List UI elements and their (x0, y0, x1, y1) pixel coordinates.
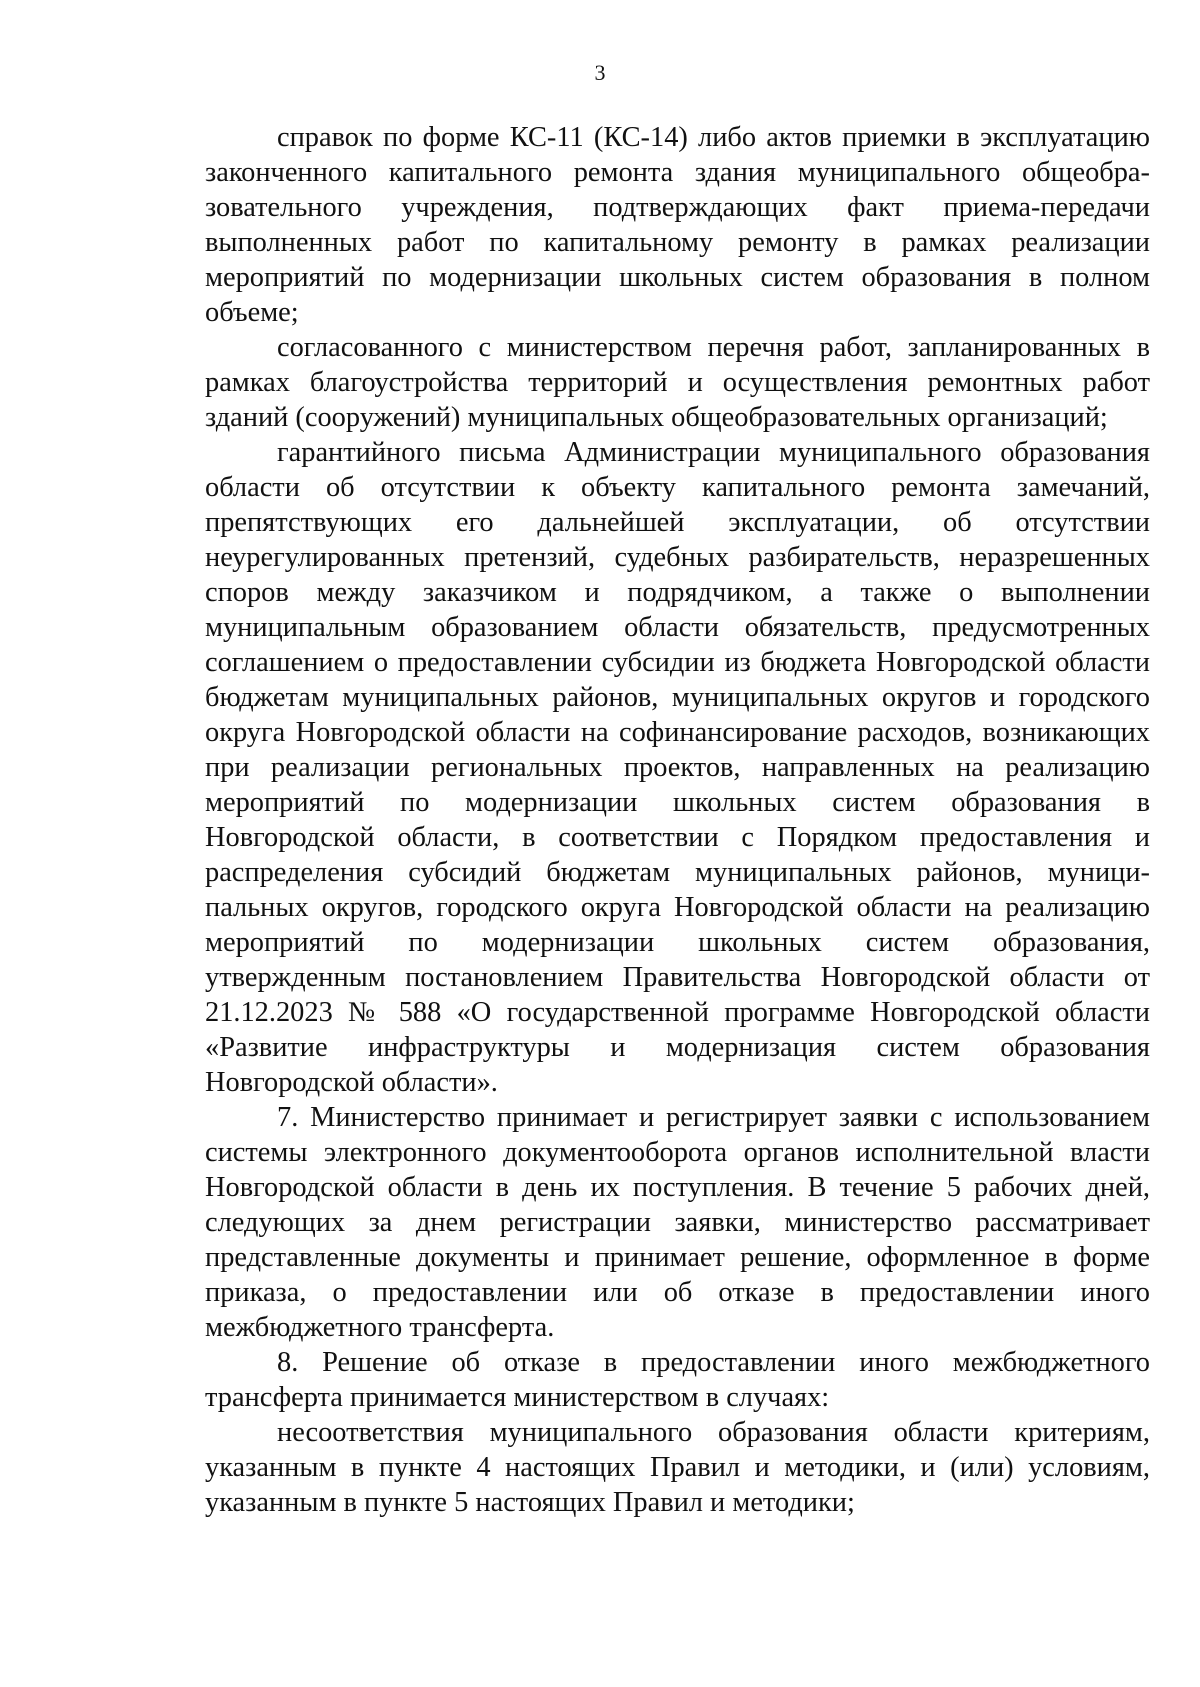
paragraph-certificates: справок по форме КС-11 (КС-14) либо актов приемки в эксплуатацию законченного капитального ремонта здания муниципального общеобразовательного учреждения, подтверждающих факт приема-передачи выполненных работ по капитальному ремонту в рамках реализации мероприятий по модернизации школьных систем образования в полном объеме; (205, 122, 1150, 328)
document-body (205, 120, 1150, 1520)
paragraph-guarantee-letter: гарантийного письма Администрации муниципального образования области об отсутствии к объекту капитального ремонта замечаний, препятствующих его дальнейшей эксплуатации, об отсутствии неурегулированных претензий, судебных разбирательств, неразрешенных споров между заказчиком и подрядчиком, а также о выполнении муниципальным образованием области обязательств, предусмотренных соглашением о предоставлении субсидии из бюджета Новгородской области бюджетам муниципальных районов, муниципальных округов и городского округа Новгородской области на софинансирование расходов, возникающих при реализации региональных проектов, направленных на реализацию мероприятий по модернизации школьных систем образования в Новгородской области, в соответствии с Порядком предоставления и распределения субсидий бюджетам муниципальных районов, муниципальных округов, городского округа Новгородской области на реализацию мероприятий по модернизации школьных систем образования, утвержденным постановлением Правительства Новгородской области от 21.12.2023 № 588 «О государственной программе Новгородской области «Развитие инфраструктуры и модернизация систем образования Новгородской области». (205, 437, 1150, 1098)
paragraph-agreed-works-list: согласованного с министерством перечня работ, запланированных в рамках благоустройства территорий и осуществления ремонтных работ зданий (сооружений) муниципальных общеобразовательных организаций; (205, 332, 1150, 433)
paragraph-item-7: 7. Министерство принимает и регистрирует заявки с использованием системы электронного документооборота органов исполнительной власти Новгородской области в день их поступления. В течение 5 рабочих дней, следующих за днем регистрации заявки, министерство рассматривает представленные документы и принимает решение, оформленное в форме приказа, о предоставлении или об отказе в предоставлении иного межбюджетного трансферта. (205, 1102, 1150, 1343)
page-number: 3 (594, 60, 606, 85)
paragraph-refusal-reason: несоответствия муниципального образования области критериям, указанным в пункте 4 настоящих Правил и методики, и (или) условиям, указанным в пункте 5 настоящих Правил и методики; (205, 1417, 1150, 1518)
paragraph-item-8: 8. Решение об отказе в предоставлении иного межбюджетного трансферта принимается министерством в случаях: (205, 1347, 1150, 1413)
